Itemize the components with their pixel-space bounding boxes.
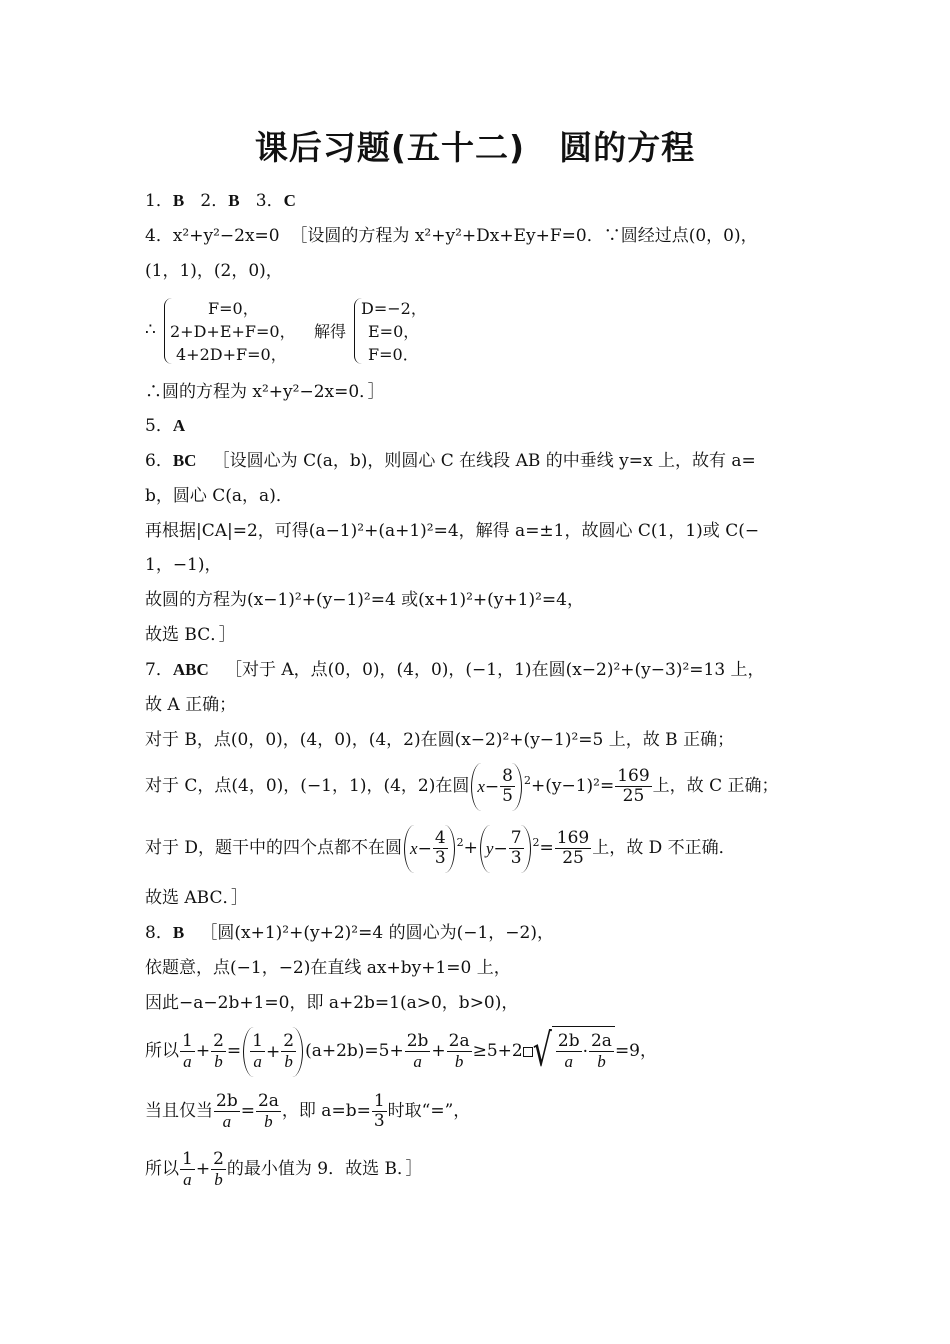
q7-line6: 故选 ABC．］ <box>145 888 248 908</box>
page-title: 课后习题(五十二) 圆的方程 <box>254 128 696 167</box>
q6-line2: b，圆心 C(a，a)． <box>145 486 293 506</box>
system1-row1: F=0， <box>208 299 259 318</box>
q6-line3: 再根据|CA|=2，可得(a−1)²+(a+1)²=4，解得 a=±1，故圆心 C(1，1)或 C(− <box>145 521 760 541</box>
q4-line1: 4．x²+y²−2x=0 ［设圆的方程为 x²+y²+Dx+Ey+F=0．∵圆经过点(0，0)， <box>145 226 758 246</box>
answers-1-3: 1．B 2．B 3．C <box>145 191 296 211</box>
q8-line6: 所以 $\frac{1}{a}$ + $\frac{2}{b}$ 的最小值为 9．故选 B．］ <box>145 1148 423 1189</box>
solve-label: 解得 <box>314 322 347 341</box>
q6-line5: 故圆的方程为(x−1)²+(y−1)²=4 或(x+1)²+(y+1)²=4， <box>145 590 584 610</box>
q7-line3: 对于 B，点(0，0)，(4，0)，(4，2)在圆(x−2)²+(y−1)²=5 上，故 B 正确； <box>145 730 735 750</box>
system1-row2: 2+D+E+F=0， <box>170 322 296 341</box>
q8-line1: 8．B ［圆(x+1)²+(y+2)²=4 的圆心为(−1，−2)， <box>145 923 554 943</box>
q4-line2: (1，1)，(2，0)， <box>145 261 283 281</box>
q8-line2: 依题意，点(−1，−2)在直线 ax+by+1=0 上， <box>145 958 511 978</box>
system2-row2: E=0， <box>368 322 420 341</box>
q7-line4: 对于 C，点(4，0)，(−1，1)，(4，2)在圆 x − $\frac{8}{5}$ $^2$+(y−1)²= $\frac{169}{25}$ 上，故 C 正确； <box>145 762 779 811</box>
q7-line2: 故 A 正确； <box>145 695 237 715</box>
q7-line1: 7．ABC ［对于 A，点(0，0)，(4，0)，(−1，1)在圆(x−2)²+(y−3)²=13 上， <box>145 660 765 680</box>
system2-row3: F=0． <box>368 345 419 364</box>
system1-row3: 4+2D+F=0， <box>176 345 287 364</box>
q8-line3: 因此−a−2b+1=0，即 a+2b=1(a>0，b>0)， <box>145 993 519 1013</box>
system2-row1: D=−2， <box>361 299 427 318</box>
q6-line4: 1，−1)， <box>145 555 222 575</box>
q6-line6: 故选 BC．］ <box>145 625 236 645</box>
q4-conclusion: ∴圆的方程为 x²+y²−2x=0．］ <box>145 382 385 402</box>
q6-line1: 6．BC ［设圆心为 C(a，b)，则圆心 C 在线段 AB 的中垂线 y=x 上，故有 a= <box>145 451 756 471</box>
q8-line4: 所以 $\frac{1}{a}$ + $\frac{2}{b}$ = $\frac{1}{a}$ + $\frac{2}{b}$ (a+2b)=5+ $\frac{2b}{a}$ + $\frac{2a}{b}$ ≥5+2 √ $\frac{2b}{a}$ · $\frac{2a}{b}$ =9， <box>145 1024 657 1077</box>
sqrt-symbol: √ $\frac{2b}{a}$ · $\frac{2a}{b}$ <box>523 1026 615 1077</box>
q7-line5: 对于 D，题干中的四个点都不在圆 x − $\frac{4}{3}$ $^2$+ y − $\frac{7}{3}$ $^2$= $\frac{169}{25}$ 上，故 D 不正确． <box>145 824 736 873</box>
q4-therefore: ∴ <box>145 320 156 340</box>
q8-line5: 当且仅当 $\frac{2b}{a}$ = $\frac{2a}{b}$ ，即 a=b= $\frac{1}{3}$ 时取“=”， <box>145 1090 471 1131</box>
q5-line: 5．A <box>145 416 186 436</box>
